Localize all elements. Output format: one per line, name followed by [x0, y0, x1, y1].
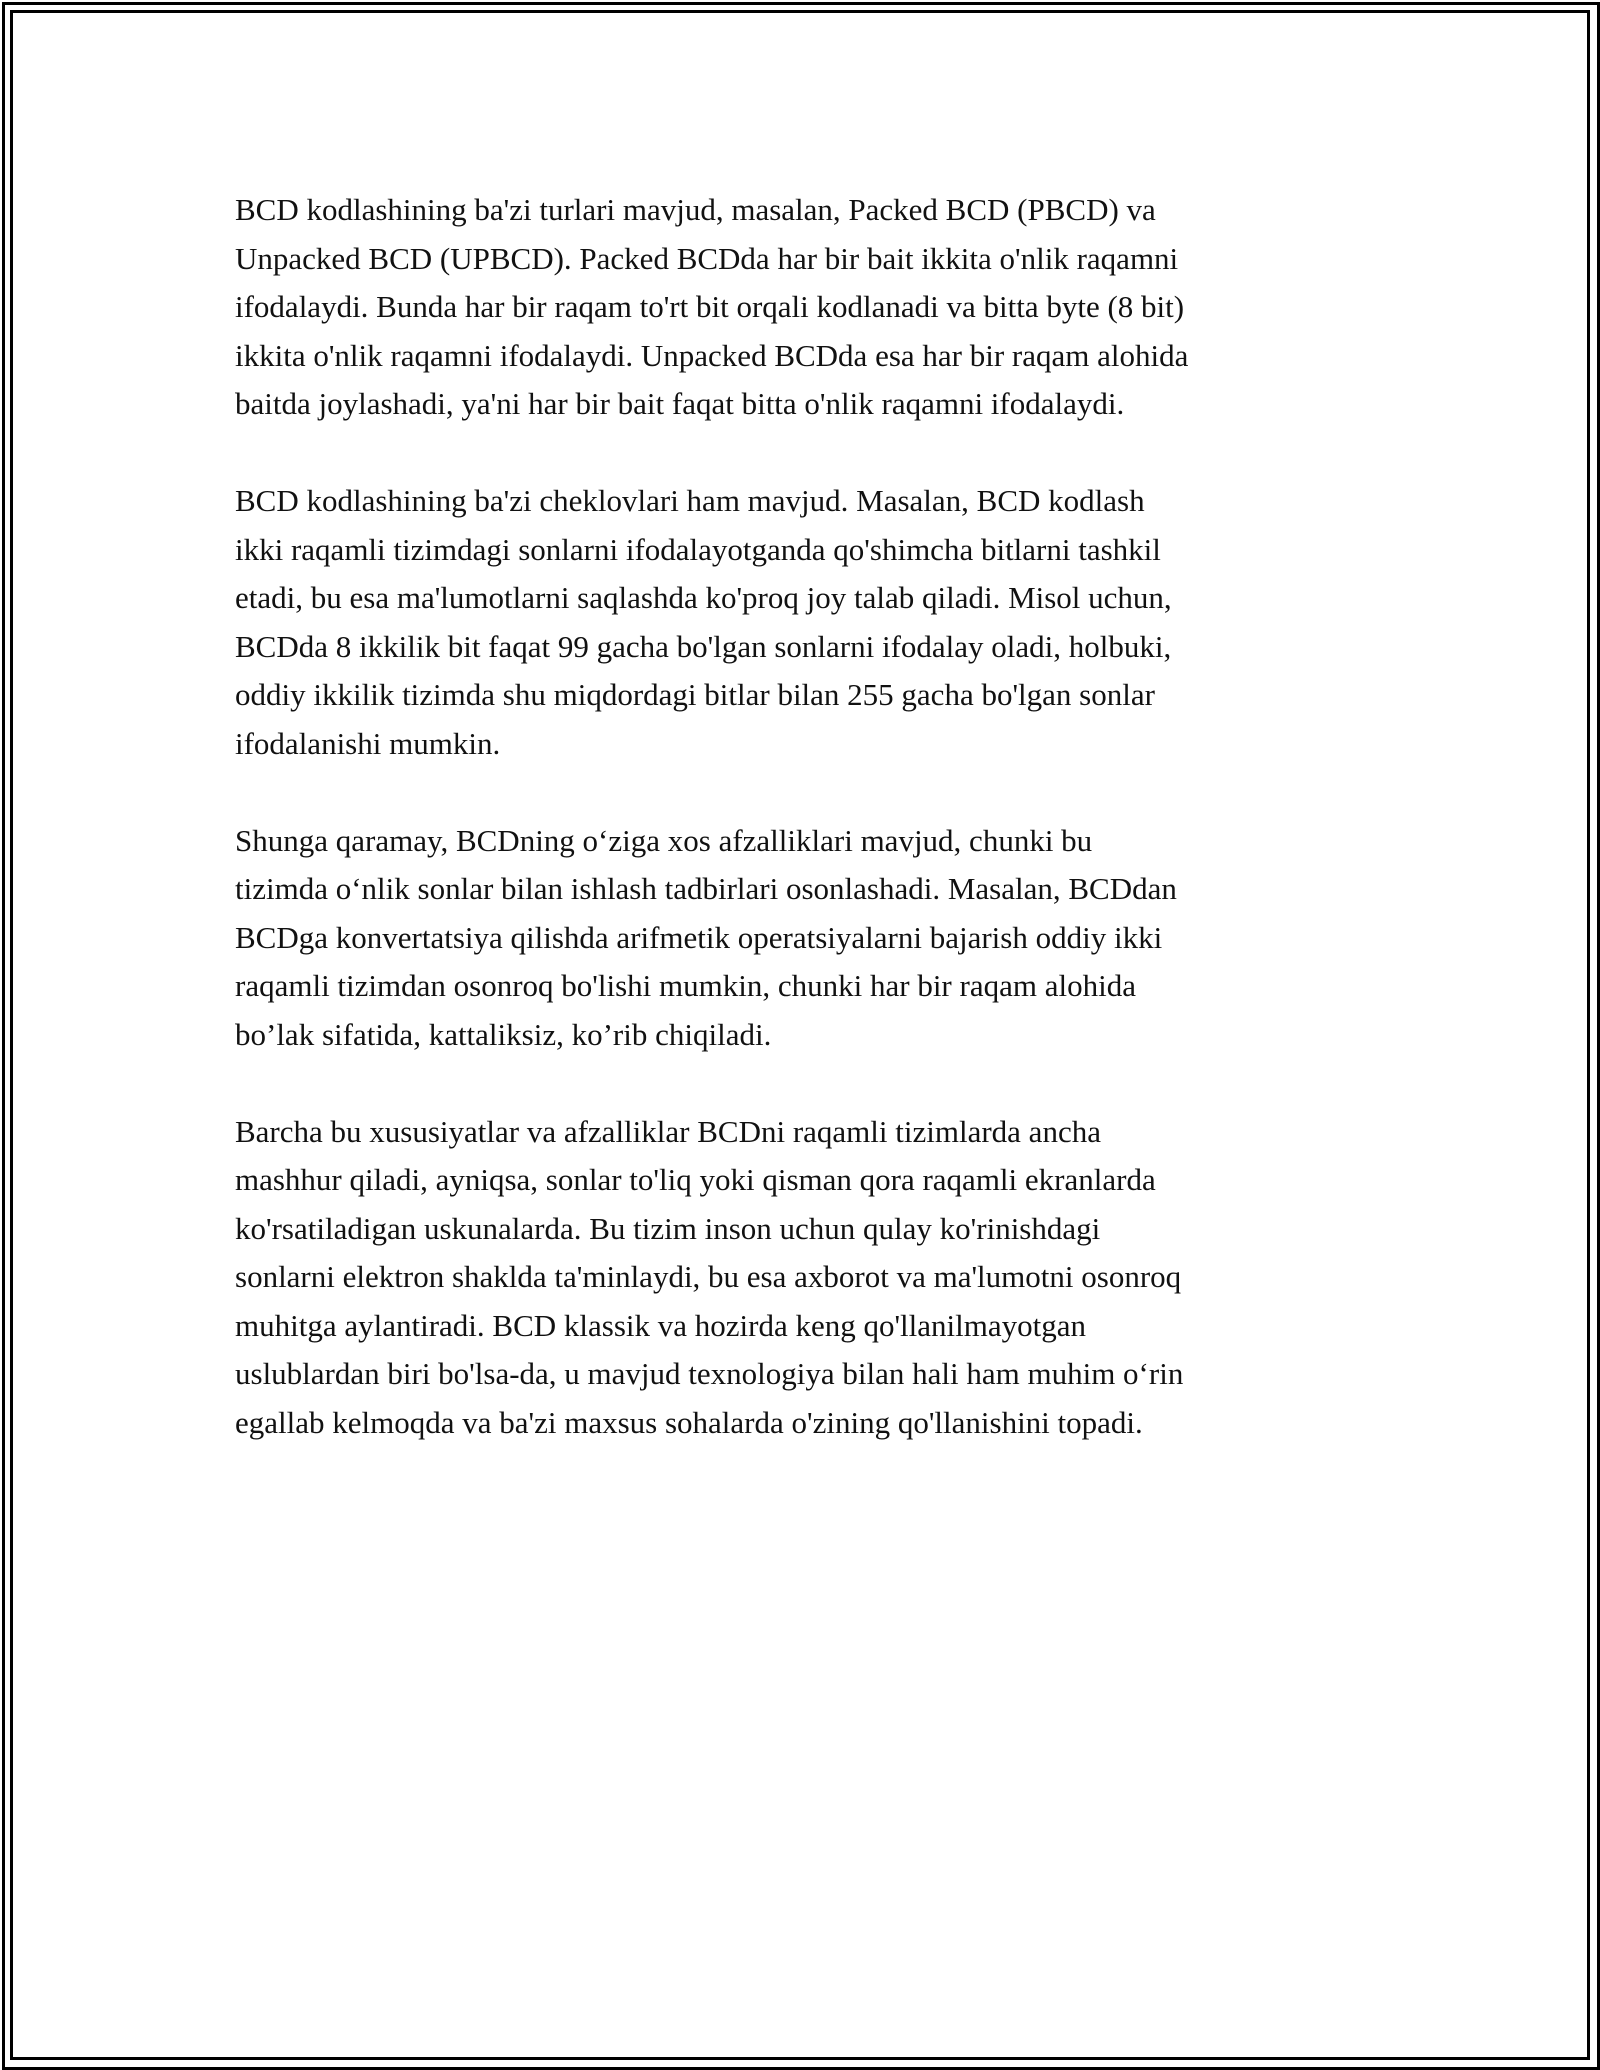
- paragraph-advantages: [235, 817, 1375, 1060]
- text-line: bo’lak sifatida, kattaliksiz, ko’rib chiqiladi.: [235, 1016, 772, 1052]
- text-line: BCDga konvertatsiya qilishda arifmetik operatsiyalarni bajarish oddiy ikki: [235, 919, 1163, 955]
- document-body: [235, 186, 1375, 1496]
- text-line: BCD kodlashining ba'zi cheklovlari ham mavjud. Masalan, BCD kodlash: [235, 483, 1145, 518]
- text-line: raqamli tizimdan osonroq bo'lishi mumkin, chunki har bir raqam alohida: [235, 968, 1136, 1003]
- text-line: sonlarni elektron shaklda ta'minlaydi, bu esa axborot va ma'lumotni osonroq: [235, 1259, 1182, 1294]
- text-line: tizimda o‘nlik sonlar bilan ishlash tadbirlari osonlashadi. Masalan, BCDdan: [235, 871, 1177, 906]
- text-line: ikkita o'nlik raqamni ifodalaydi. Unpacked BCDda esa har bir raqam alohida: [235, 337, 1189, 373]
- text-line: mashhur qiladi, ayniqsa, sonlar to'liq yoki qisman qora raqamli ekranlarda: [235, 1162, 1156, 1197]
- text-line: Unpacked BCD (UPBCD). Packed BCDda har bir bait ikkita o'nlik raqamni: [235, 240, 1179, 276]
- text-line: etadi, bu esa ma'lumotlarni saqlashda ko'proq joy talab qiladi. Misol uchun,: [235, 580, 1172, 615]
- text-line: baitda joylashadi, ya'ni har bir bait faqat bitta o'nlik raqamni ifodalaydi.: [235, 386, 1125, 421]
- text-line: Barcha bu xususiyatlar va afzalliklar BCDni raqamli tizimlarda ancha: [235, 1113, 1101, 1149]
- paragraph-conclusion: [235, 1108, 1375, 1448]
- text-line: egallab kelmoqda va ba'zi maxsus sohalarda o'zining qo'llanishini topadi.: [235, 1404, 1143, 1440]
- text-line: ko'rsatiladigan uskunalarda. Bu tizim inson uchun qulay ko'rinishdagi: [235, 1210, 1101, 1246]
- paragraph-pbcd-upbcd: [235, 186, 1375, 429]
- text-line: muhitga aylantiradi. BCD klassik va hozirda keng qo'llanilmayotgan: [235, 1307, 1087, 1343]
- text-line: Shunga qaramay, BCDning o‘ziga xos afzalliklari mavjud, chunki bu: [235, 822, 1093, 858]
- text-line: ifodalanishi mumkin.: [235, 725, 501, 761]
- text-line: oddiy ikkilik tizimda shu miqdordagi bitlar bilan 255 gacha bo'lgan sonlar: [235, 677, 1155, 712]
- text-line: ikki raqamli tizimdagi sonlarni ifodalayotganda qo'shimcha bitlarni tashkil: [235, 531, 1161, 567]
- text-line: uslublardan biri bo'lsa-da, u mavjud texnologiya bilan hali ham muhim o‘rin: [235, 1356, 1184, 1391]
- text-line: ifodalaydi. Bunda har bir raqam to'rt bit orqali kodlanadi va bitta byte (8 bit): [235, 289, 1185, 324]
- text-line: BCDda 8 ikkilik bit faqat 99 gacha bo'lgan sonlarni ifodalay oladi, holbuki,: [235, 628, 1172, 664]
- paragraph-limitations: [235, 477, 1375, 768]
- text-line: BCD kodlashining ba'zi turlari mavjud, masalan, Packed BCD (PBCD) va: [235, 192, 1156, 227]
